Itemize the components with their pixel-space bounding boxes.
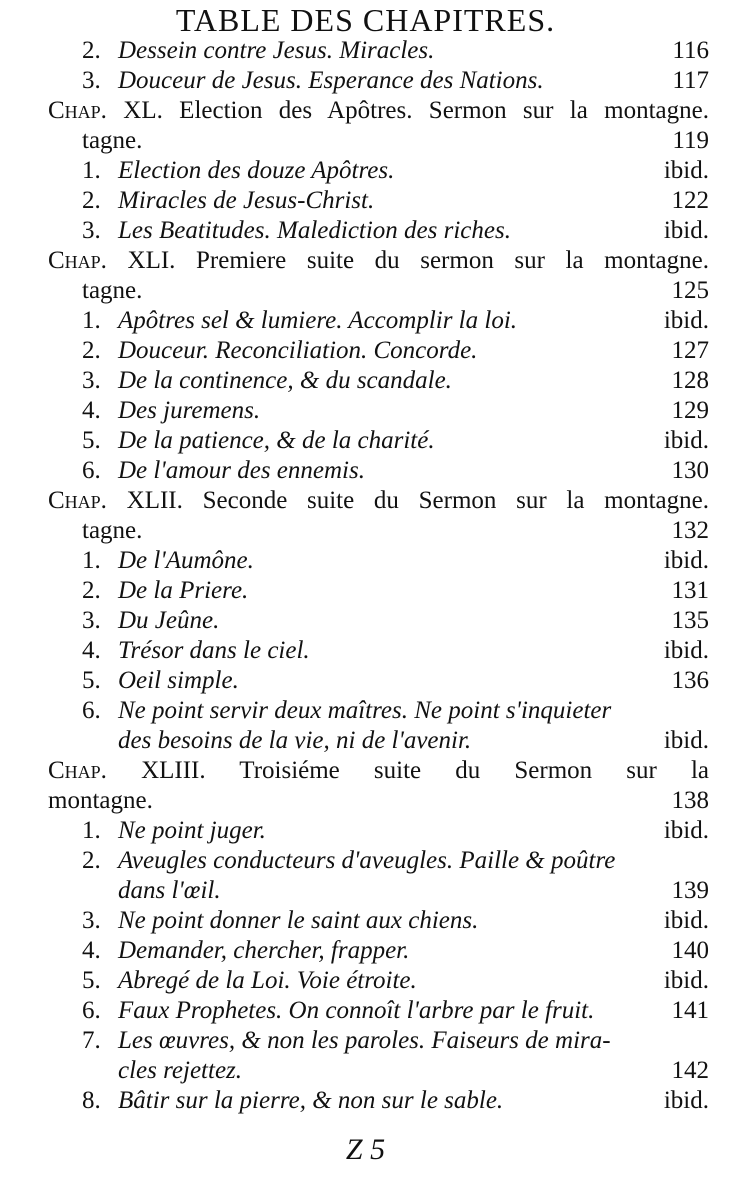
entry-number: 7. xyxy=(82,1027,101,1054)
entry-title: Election des douze Apôtres. xyxy=(118,157,395,184)
chapter-continuation-text: tagne. xyxy=(82,127,143,154)
toc-entry xyxy=(0,336,731,366)
chapter-continuation-text: tagne. xyxy=(82,277,143,304)
entry-title: Apôtres sel & lumiere. Accomplir la loi. xyxy=(118,307,518,334)
entry-number: 4. xyxy=(82,637,101,664)
toc-entry xyxy=(0,366,731,396)
toc-entry xyxy=(0,36,731,66)
entry-number: 1. xyxy=(82,547,101,574)
entry-number: 4. xyxy=(82,397,101,424)
toc-entry-continuation xyxy=(0,876,731,906)
chapter-label: Chap. xyxy=(48,247,107,274)
entry-page-number: ibid. xyxy=(663,967,709,994)
entry-page-number: 142 xyxy=(671,1057,709,1084)
toc-entry-continuation xyxy=(0,1056,731,1086)
entry-number: 1. xyxy=(82,307,101,334)
toc-entry xyxy=(0,936,731,966)
entry-page-number: ibid. xyxy=(663,217,709,244)
entry-number: 6. xyxy=(82,997,101,1024)
toc-entry xyxy=(0,306,731,336)
toc-entry xyxy=(0,66,731,96)
entry-title: Douceur. Reconciliation. Concorde. xyxy=(118,337,478,364)
entry-title: Oeil simple. xyxy=(118,667,239,694)
entry-title: De l'Aumône. xyxy=(118,547,254,574)
entry-page-number: 135 xyxy=(671,607,709,634)
entry-page-number: 136 xyxy=(671,667,709,694)
entry-title: Ne point juger. xyxy=(118,817,266,844)
chapter-title: XL. Election des Apôtres. Sermon sur la montagne. xyxy=(123,97,709,124)
toc-entry-continuation xyxy=(0,726,731,756)
entry-number: 6. xyxy=(82,697,101,724)
chapter-continuation-text: tagne. xyxy=(82,517,143,544)
toc-entry xyxy=(0,396,731,426)
chapter-label: Chap. xyxy=(48,97,107,124)
entry-page-number: 130 xyxy=(671,457,709,484)
page-signature: Z 5 xyxy=(345,1133,386,1166)
chapter-continuation xyxy=(0,516,731,546)
toc-entry xyxy=(0,636,731,666)
entry-title: Trésor dans le ciel. xyxy=(118,637,310,664)
chapter-heading xyxy=(0,756,731,786)
entry-title: Des juremens. xyxy=(118,397,261,424)
chapter-label: Chap. xyxy=(48,757,107,784)
entry-title: Douceur de Jesus. Esperance des Nations. xyxy=(118,67,544,94)
entry-page-number: 141 xyxy=(671,997,709,1024)
chapter-heading xyxy=(0,96,731,126)
entry-title: De la patience, & de la charité. xyxy=(118,427,435,454)
chapter-page-number: 125 xyxy=(671,277,709,304)
entry-number: 8. xyxy=(82,1087,101,1114)
toc-entry xyxy=(0,846,731,876)
entry-page-number: 127 xyxy=(671,337,709,364)
entry-page-number: ibid. xyxy=(663,157,709,184)
entry-page-number: 116 xyxy=(672,37,709,64)
chapter-title: XLI. Premiere suite du sermon sur la montagne. xyxy=(127,247,709,274)
entry-number: 5. xyxy=(82,427,101,454)
toc-entry xyxy=(0,996,731,1026)
toc-entry xyxy=(0,1086,731,1116)
entry-page-number: 129 xyxy=(671,397,709,424)
entry-number: 6. xyxy=(82,457,101,484)
toc-entry xyxy=(0,426,731,456)
entry-number: 2. xyxy=(82,187,101,214)
toc-entry xyxy=(0,696,731,726)
chapter-page-number: 119 xyxy=(672,127,709,154)
entry-number: 3. xyxy=(82,367,101,394)
entry-page-number: 139 xyxy=(671,877,709,904)
entry-number: 5. xyxy=(82,667,101,694)
chapter-page-number: 132 xyxy=(671,517,709,544)
entry-page-number: ibid. xyxy=(663,817,709,844)
entry-number: 3. xyxy=(82,907,101,934)
chapter-heading-text xyxy=(48,756,709,786)
entry-title: Dessein contre Jesus. Miracles. xyxy=(118,37,435,64)
entry-page-number: 128 xyxy=(671,367,709,394)
entry-page-number: ibid. xyxy=(663,907,709,934)
entry-title: De la continence, & du scandale. xyxy=(118,367,452,394)
chapter-continuation xyxy=(0,786,731,816)
entry-title: Du Jeûne. xyxy=(118,607,220,634)
entry-number: 4. xyxy=(82,937,101,964)
entry-number: 2. xyxy=(82,847,101,874)
chapter-title: XLII. Seconde suite du Sermon sur la montagne. xyxy=(126,487,709,514)
entry-title: Ne point donner le saint aux chiens. xyxy=(118,907,479,934)
entry-title: De l'amour des ennemis. xyxy=(118,457,365,484)
entry-page-number: ibid. xyxy=(663,637,709,664)
entry-number: 5. xyxy=(82,967,101,994)
entry-number: 3. xyxy=(82,217,101,244)
entry-page-number: ibid. xyxy=(663,1087,709,1114)
entry-title: Faux Prophetes. On connoît l'arbre par le fruit. xyxy=(118,997,595,1024)
running-head: TABLE DES CHAPITRES. xyxy=(175,2,556,38)
entry-title: Aveugles conducteurs d'aveugles. Paille & poûtre xyxy=(118,847,616,874)
entry-page-number: ibid. xyxy=(663,547,709,574)
entry-title: De la Priere. xyxy=(118,577,249,604)
entry-number: 2. xyxy=(82,337,101,364)
entry-title: Abregé de la Loi. Voie étroite. xyxy=(118,967,417,994)
entry-title: Bâtir sur la pierre, & non sur le sable. xyxy=(118,1087,504,1114)
chapter-heading-text xyxy=(48,486,709,516)
chapter-page-number: 138 xyxy=(671,787,709,814)
toc-entry xyxy=(0,606,731,636)
chapter-continuation xyxy=(0,126,731,156)
entry-title: Ne point servir deux maîtres. Ne point s'inquieter xyxy=(118,697,612,724)
toc-entry xyxy=(0,966,731,996)
chapter-heading xyxy=(0,486,731,516)
entry-number: 3. xyxy=(82,607,101,634)
chapter-label: Chap. xyxy=(48,487,107,514)
entry-title: Les œuvres, & non les paroles. Faiseurs de mira- xyxy=(118,1027,611,1054)
entry-title-continuation: dans l'œil. xyxy=(118,877,221,904)
chapter-title: XLIII. Troisiéme suite du Sermon sur la xyxy=(141,757,710,784)
entry-page-number: 122 xyxy=(671,187,709,214)
entry-page-number: 131 xyxy=(671,577,709,604)
entry-page-number: 117 xyxy=(672,67,709,94)
entry-title: Miracles de Jesus-Christ. xyxy=(118,187,375,214)
toc-entry xyxy=(0,156,731,186)
entry-title: Les Beatitudes. Malediction des riches. xyxy=(118,217,511,244)
entry-number: 3. xyxy=(82,67,101,94)
entry-title: Demander, chercher, frapper. xyxy=(118,937,410,964)
toc-entry xyxy=(0,906,731,936)
chapter-heading-text xyxy=(48,96,709,126)
chapter-continuation-text: montagne. xyxy=(48,787,153,814)
entry-page-number: ibid. xyxy=(663,307,709,334)
toc-entry xyxy=(0,546,731,576)
toc-entry xyxy=(0,216,731,246)
toc-entry xyxy=(0,1026,731,1056)
chapter-continuation xyxy=(0,276,731,306)
entry-number: 2. xyxy=(82,37,101,64)
toc-entry xyxy=(0,816,731,846)
entry-title-continuation: cles rejettez. xyxy=(118,1057,243,1084)
entry-page-number: ibid. xyxy=(663,727,709,754)
entry-page-number: 140 xyxy=(671,937,709,964)
toc-entry xyxy=(0,666,731,696)
entry-number: 1. xyxy=(82,817,101,844)
toc-entry xyxy=(0,576,731,606)
toc-entry xyxy=(0,186,731,216)
chapter-heading-text xyxy=(48,246,709,276)
entry-page-number: ibid. xyxy=(663,427,709,454)
entry-number: 1. xyxy=(82,157,101,184)
entry-number: 2. xyxy=(82,577,101,604)
toc-entry xyxy=(0,456,731,486)
entry-title-continuation: des besoins de la vie, ni de l'avenir. xyxy=(118,727,472,754)
chapter-heading xyxy=(0,246,731,276)
